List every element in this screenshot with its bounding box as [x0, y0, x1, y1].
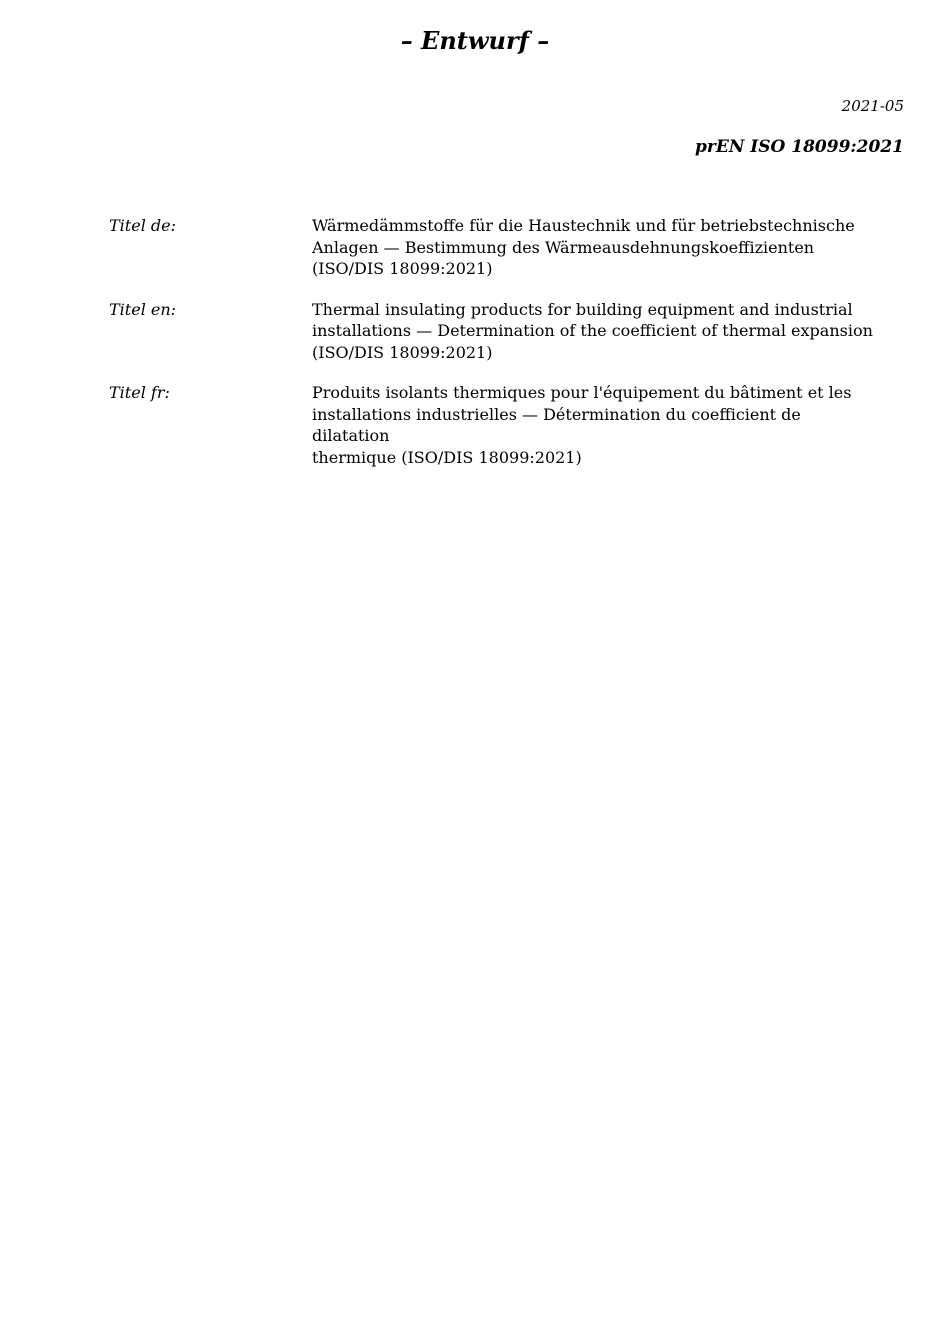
title-row-fr: [109, 382, 879, 468]
draft-label: – Entwurf –: [400, 26, 550, 55]
title-key-de: Titel de:: [109, 216, 176, 235]
title-table: [109, 215, 879, 487]
document-number: prEN ISO 18099:2021: [695, 137, 904, 157]
document-date: 2021-05: [841, 97, 904, 115]
title-key-fr: Titel fr:: [109, 383, 170, 402]
title-row-de: [109, 215, 879, 280]
title-value-de: Wärmedämmstoffe für die Haustechnik und für betriebstechnische Anlagen — Bestimmung des Wärmeausdehnungskoeffizienten (ISO/DIS 18099:2021): [312, 216, 855, 278]
title-row-en: [109, 299, 879, 364]
title-value-en: Thermal insulating products for building equipment and industrial installations — Determination of the coefficient of thermal expansion (ISO/DIS 18099:2021): [312, 299, 873, 362]
title-value-fr: Produits isolants thermiques pour l'équipement du bâtiment et les installations industrielles — Détermination du coefficient de dilatation thermique (ISO/DIS 18099:2021): [312, 383, 852, 467]
title-key-en: Titel en:: [109, 299, 177, 319]
